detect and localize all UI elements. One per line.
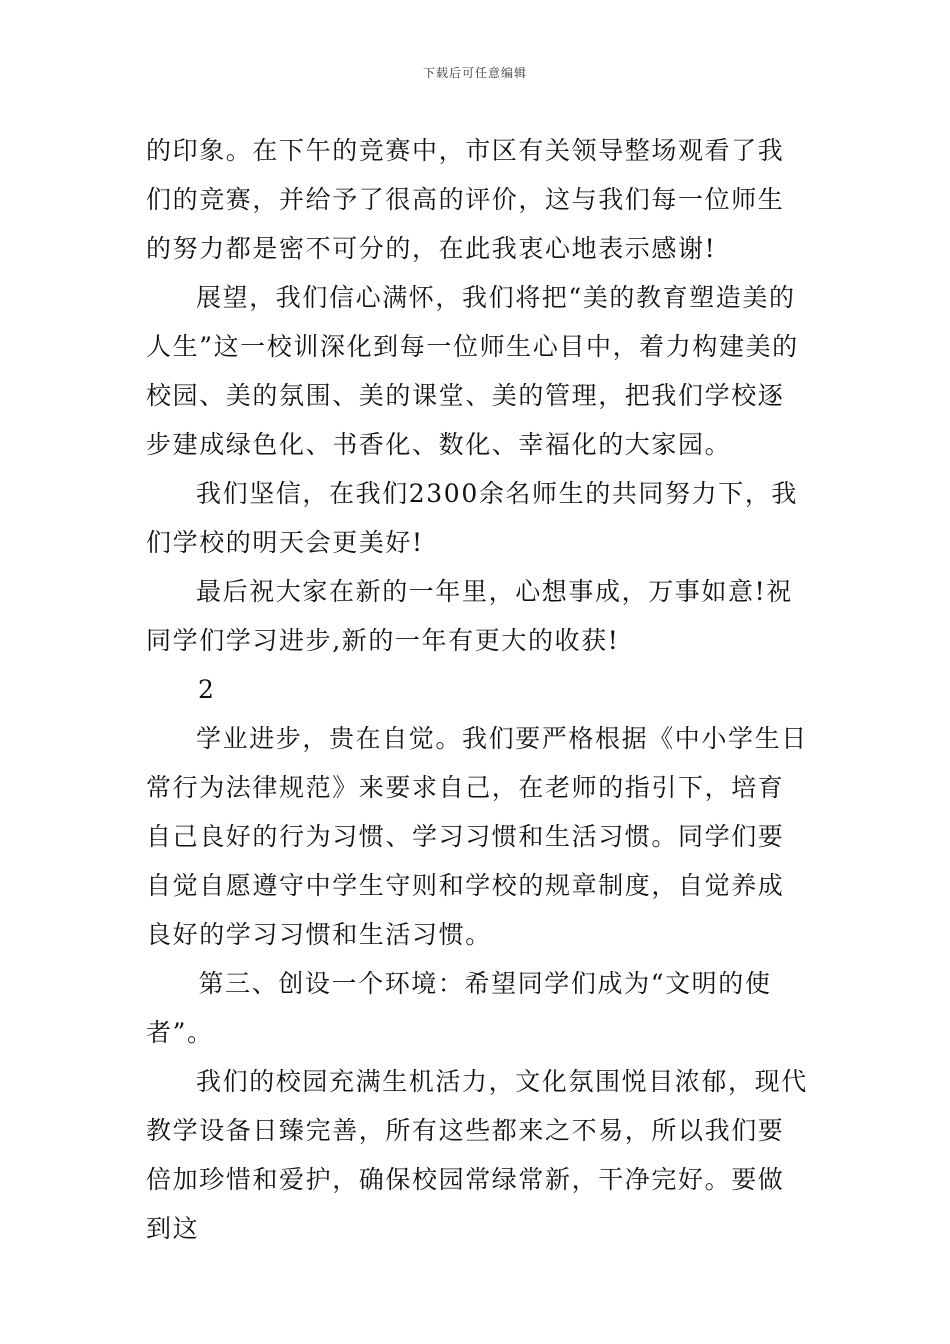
- paragraph-wishes: 最后祝大家在新的一年里，心想事成，万事如意!祝同学们学习进步,新的一年有更大的收获!: [146, 577, 793, 655]
- paragraph-study-progress: 学业进步，贵在自觉。我们要严格根据《中小学生日常行为法律规范》来要求自己，在老师的指引下，培育自己良好的行为习惯、学习习惯和生活习惯。同学们要自觉自愿遵守中学生守则和学校的规章制度，自觉养成良好的学习习惯和生活习惯。: [146, 724, 808, 949]
- paragraph-campus: 我们的校园充满生机活力，文化氛围悦目浓郁，现代教学设备日臻完善，所有这些都来之不易，所以我们要倍加珍惜和爱护，确保校园常绿常新，干净完好。要做到这: [146, 1067, 808, 1243]
- section-number: 2: [198, 675, 216, 704]
- document-body: [146, 126, 808, 1253]
- paragraph-belief: 我们坚信，在我们2300余名师生的共同努力下，我们学校的明天会更美好!: [146, 479, 799, 557]
- paragraph-continuation: 的印象。在下午的竞赛中，市区有关领导整场观看了我们的竞赛，并给予了很高的评价，这与我们每一位师生的努力都是密不可分的，在此我衷心地表示感谢!: [146, 136, 785, 263]
- paragraph-outlook: 展望，我们信心满怀，我们将把“美的教育塑造美的人生”这一校训深化到每一位师生心目中，着力构建美的校园、美的氛围、美的课堂、美的管理，把我们学校逐步建成绿色化、书香化、数化、幸福化的大家园。: [146, 283, 799, 459]
- section-heading-third: 第三、创设一个环境：希望同学们成为“文明的使者”。: [146, 969, 772, 1047]
- page-header-note: 下载后可任意编辑: [422, 66, 527, 80]
